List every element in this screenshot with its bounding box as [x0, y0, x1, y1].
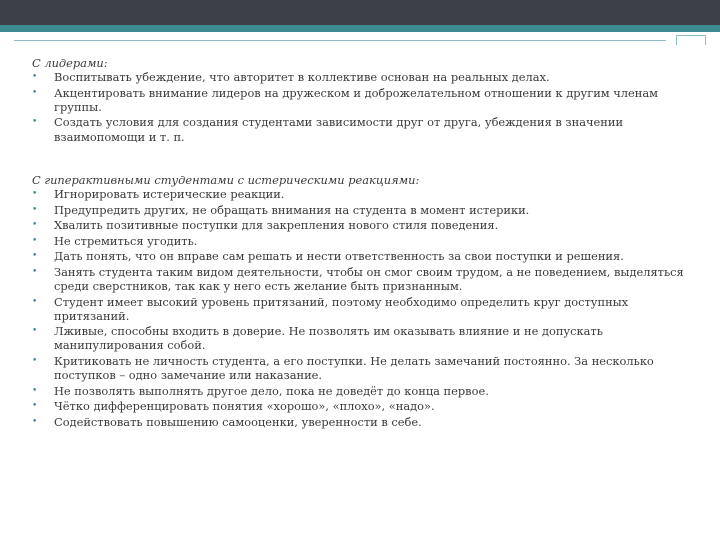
- bullet-icon: •: [32, 266, 38, 277]
- slide-body: [32, 56, 692, 430]
- list-item: • Предупредить других, не обращать внимания на студента в момент истерики.: [32, 202, 530, 217]
- bullet-icon: •: [32, 355, 38, 366]
- bullet-icon: •: [32, 117, 38, 128]
- bullet-icon: •: [32, 251, 38, 262]
- bullet-icon: •: [32, 385, 38, 396]
- header-divider: [14, 40, 666, 41]
- bullet-icon: •: [32, 189, 38, 200]
- list-item: • Лживые, способны входить в доверие. Не позволять им оказывать влияние и не допускать манипулирования собой.: [32, 324, 603, 353]
- bullet-icon: •: [32, 235, 38, 246]
- bullet-icon: •: [32, 416, 38, 427]
- list-item: • Занять студента таким видом деятельности, чтобы он смог своим трудом, а не поведением, выделяться среди сверстников, так как у него есть желание быть признанным.: [32, 264, 684, 294]
- list-item: • Акцентировать внимание лидеров на дружеском и доброжелательном отношении к другим членам группы.: [32, 85, 659, 114]
- list-item: • Чётко дифференцировать понятия «хорошо», «плохо», «надо».: [32, 399, 435, 414]
- list-item: • Не стремиться угодить.: [32, 233, 198, 248]
- list-item: • Игнорировать истерические реакции.: [32, 187, 285, 202]
- section-title-leaders: С лидерами:: [32, 56, 108, 70]
- hyperactive-list: [32, 187, 692, 429]
- bullet-icon: •: [32, 401, 38, 412]
- bullet-icon: •: [32, 220, 38, 231]
- section-title-hyperactive: С гиперактивными студентами с истерическими реакциями:: [32, 173, 420, 188]
- list-item: • Студент имеет высокий уровень притязаний, поэтому необходимо определить круг доступных притязаний.: [32, 294, 629, 323]
- top-bar: [0, 0, 720, 25]
- bullet-icon: •: [32, 296, 38, 307]
- bullet-icon: •: [32, 87, 38, 98]
- accent-stripe: [0, 25, 720, 32]
- list-item: • Дать понять, что он вправе сам решать и нести ответственность за свои поступки и решения.: [32, 249, 624, 264]
- corner-decoration: [676, 35, 706, 45]
- bullet-icon: •: [32, 72, 38, 83]
- list-item: • Содействовать повышению самооценки, уверенности в себе.: [32, 414, 422, 429]
- list-item: • Критиковать не личность студента, а его поступки. Не делать замечаний постоянно. За несколько поступков – одно замечание или наказание.: [32, 353, 654, 383]
- list-item: • Создать условия для создания студентами зависимости друг от друга, убеждения в значении взаимопомощи и т. п.: [32, 115, 624, 144]
- leaders-list: [32, 70, 692, 144]
- list-item: • Воспитывать убеждение, что авторитет в коллективе основан на реальных делах.: [32, 70, 550, 85]
- bullet-icon: •: [32, 204, 38, 215]
- bullet-icon: •: [32, 326, 38, 337]
- list-item: • Не позволять выполнять другое дело, пока не доведёт до конца первое.: [32, 383, 489, 398]
- list-item: • Хвалить позитивные поступки для закрепления нового стиля поведения.: [32, 218, 499, 233]
